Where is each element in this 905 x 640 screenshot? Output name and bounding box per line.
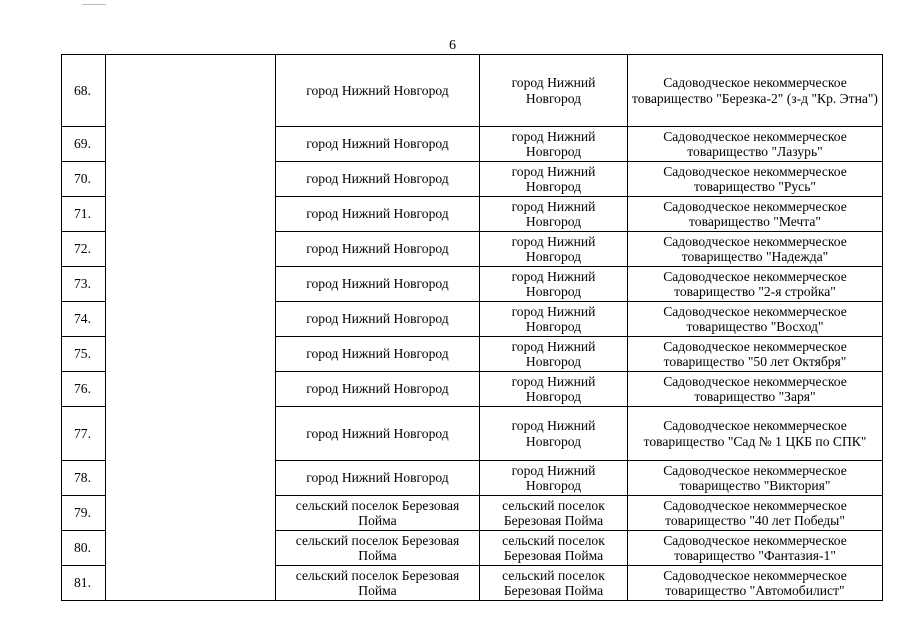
settlement-cell: сельский поселок Березовая Пойма xyxy=(276,566,480,601)
settlement-cell: сельский поселок Березовая Пойма xyxy=(276,531,480,566)
settlement-cell: город Нижний Новгород xyxy=(276,337,480,372)
row-number: 72. xyxy=(62,232,106,267)
settlement-cell: город Нижний Новгород xyxy=(276,267,480,302)
top-rule xyxy=(82,4,106,5)
settlement-cell: город Нижний Новгород xyxy=(276,127,480,162)
organization-cell: Садоводческое некоммерческое товарищество "Заря" xyxy=(628,372,883,407)
settlement-cell: город Нижний Новгород xyxy=(276,407,480,461)
locality-cell: сельский поселок Березовая Пойма xyxy=(480,566,628,601)
organization-cell: Садоводческое некоммерческое товарищество "Сад № 1 ЦКБ по СПК" xyxy=(628,407,883,461)
organization-cell: Садоводческое некоммерческое товарищество "Березка-2" (з-д "Кр. Этна") xyxy=(628,55,883,127)
locality-cell: сельский поселок Березовая Пойма xyxy=(480,496,628,531)
locality-cell: город Нижний Новгород xyxy=(480,461,628,496)
row-number: 76. xyxy=(62,372,106,407)
page-number: 6 xyxy=(449,38,456,53)
row-number: 81. xyxy=(62,566,106,601)
row-number: 77. xyxy=(62,407,106,461)
locality-cell: город Нижний Новгород xyxy=(480,372,628,407)
row-number: 68. xyxy=(62,55,106,127)
settlements-table xyxy=(61,54,883,601)
settlement-cell: город Нижний Новгород xyxy=(276,55,480,127)
row-number: 73. xyxy=(62,267,106,302)
locality-cell: город Нижний Новгород xyxy=(480,232,628,267)
locality-cell: город Нижний Новгород xyxy=(480,337,628,372)
row-number: 74. xyxy=(62,302,106,337)
organization-cell: Садоводческое некоммерческое товарищество "Автомобилист" xyxy=(628,566,883,601)
locality-cell: город Нижний Новгород xyxy=(480,302,628,337)
locality-cell: город Нижний Новгород xyxy=(480,407,628,461)
organization-cell: Садоводческое некоммерческое товарищество "Лазурь" xyxy=(628,127,883,162)
row-number: 71. xyxy=(62,197,106,232)
settlement-cell: город Нижний Новгород xyxy=(276,162,480,197)
row-number: 69. xyxy=(62,127,106,162)
organization-cell: Садоводческое некоммерческое товарищество "2-я стройка" xyxy=(628,267,883,302)
settlement-cell: город Нижний Новгород xyxy=(276,372,480,407)
organization-cell: Садоводческое некоммерческое товарищество "Русь" xyxy=(628,162,883,197)
organization-cell: Садоводческое некоммерческое товарищество "Виктория" xyxy=(628,461,883,496)
empty-column-cell xyxy=(106,55,276,601)
organization-cell: Садоводческое некоммерческое товарищество "40 лет Победы" xyxy=(628,496,883,531)
organization-cell: Садоводческое некоммерческое товарищество "Фантазия-1" xyxy=(628,531,883,566)
row-number: 79. xyxy=(62,496,106,531)
organization-cell: Садоводческое некоммерческое товарищество "Надежда" xyxy=(628,232,883,267)
locality-cell: сельский поселок Березовая Пойма xyxy=(480,531,628,566)
organization-cell: Садоводческое некоммерческое товарищество "50 лет Октября" xyxy=(628,337,883,372)
organization-cell: Садоводческое некоммерческое товарищество "Восход" xyxy=(628,302,883,337)
row-number: 70. xyxy=(62,162,106,197)
locality-cell: город Нижний Новгород xyxy=(480,55,628,127)
settlement-cell: город Нижний Новгород xyxy=(276,461,480,496)
locality-cell: город Нижний Новгород xyxy=(480,267,628,302)
row-number: 78. xyxy=(62,461,106,496)
row-number: 75. xyxy=(62,337,106,372)
settlement-cell: сельский поселок Березовая Пойма xyxy=(276,496,480,531)
locality-cell: город Нижний Новгород xyxy=(480,162,628,197)
settlement-cell: город Нижний Новгород xyxy=(276,197,480,232)
settlement-cell: город Нижний Новгород xyxy=(276,232,480,267)
settlement-cell: город Нижний Новгород xyxy=(276,302,480,337)
organization-cell: Садоводческое некоммерческое товарищество "Мечта" xyxy=(628,197,883,232)
locality-cell: город Нижний Новгород xyxy=(480,197,628,232)
table-row xyxy=(62,55,883,127)
table-body xyxy=(62,55,883,601)
locality-cell: город Нижний Новгород xyxy=(480,127,628,162)
row-number: 80. xyxy=(62,531,106,566)
